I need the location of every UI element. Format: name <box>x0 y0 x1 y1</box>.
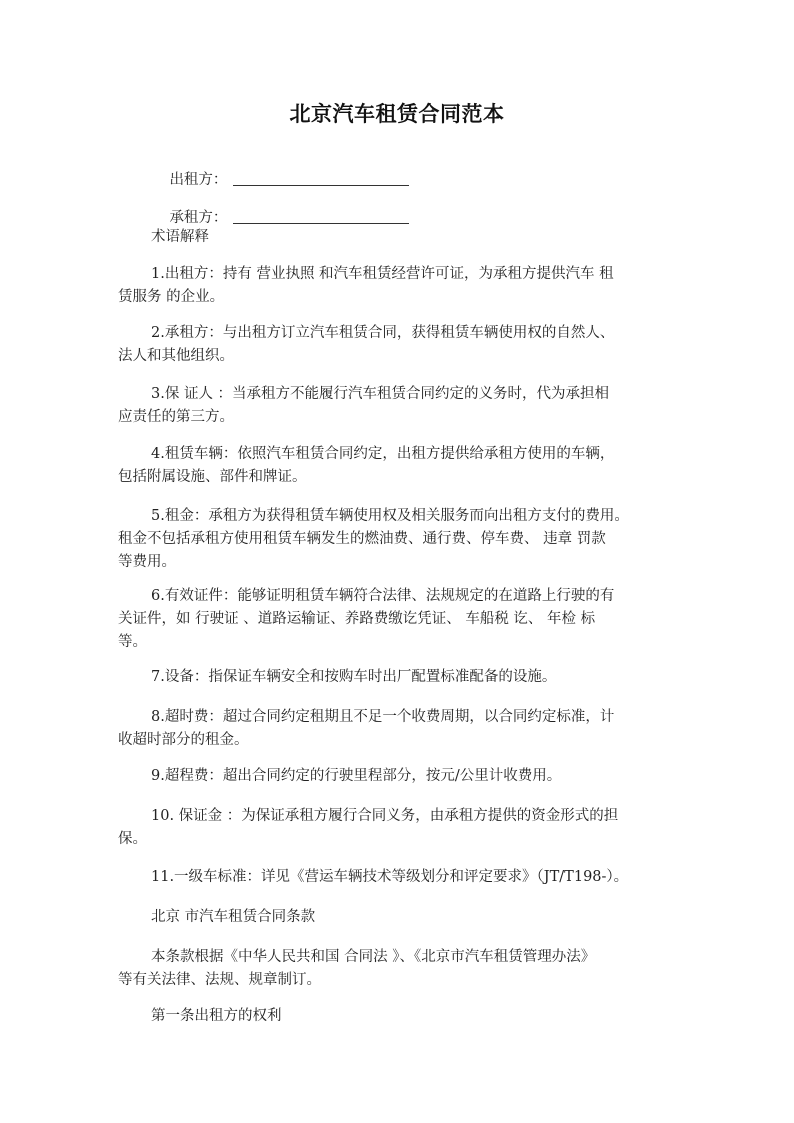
term-3-line-1: 3.保 证人 ：当承租方不能履行汽车租赁合同约定的义务时，代为承担相 <box>151 386 610 402</box>
term-paragraph-2 <box>118 322 674 368</box>
term-paragraph-9 <box>118 765 674 788</box>
term-5-line-3: 等费用。 <box>118 554 176 570</box>
term-paragraph-6 <box>118 585 674 654</box>
term-8-line-2: 收超时部分的租金。 <box>118 732 249 748</box>
term-2-line-1: 2.承租方：与出租方订立汽车租赁合同，获得租赁车辆使用权的自然人、 <box>151 325 615 341</box>
term-1-line-1: 1.出租方：持有 营业执照 和汽车租赁经营许可证，为承租方提供汽车 租 <box>151 266 614 282</box>
term-3-line-2: 应责任的第三方。 <box>118 409 234 425</box>
term-paragraph-4 <box>118 443 674 489</box>
section-heading-terms: 术语解释 <box>151 229 209 245</box>
term-11-line-1: 11.一级车标准：详见《营运车辆技术等级划分和评定要求》（JT/T198-）。 <box>151 869 629 885</box>
term-paragraph-3 <box>118 383 674 429</box>
term-paragraph-7 <box>118 666 674 689</box>
term-paragraph-11 <box>118 866 674 889</box>
lessor-label: 出租方： <box>169 172 228 188</box>
term-6-line-2: 关证件，如 行驶证 、道路运输证、养路费缴讫凭证、 车船税 讫、 年检 标 <box>118 611 596 627</box>
term-10-line-1: 10. 保证金 ：为保证承租方履行合同义务，由承租方提供的资金形式的担 <box>151 808 619 824</box>
term-5-line-2: 租金不包括承租方使用租赁车辆发生的燃油费、通行费、停车费、 违章 罚款 <box>118 531 606 547</box>
term-5-line-1: 5.租金：承租方为获得租赁车辆使用权及相关服务而向出租方支付的费用。 <box>151 508 629 524</box>
term-6-line-3: 等。 <box>118 634 147 650</box>
term-4-line-2: 包括附属设施、部件和牌证。 <box>118 469 307 485</box>
term-1-line-2: 赁服务 的企业。 <box>118 289 225 305</box>
document-title: 北京汽车租赁合同范本 <box>289 101 505 126</box>
term-6-line-1: 6.有效证件：能够证明租赁车辆符合法律、法规规定的在道路上行驶的有 <box>151 588 615 604</box>
article-1-heading: 第一条出租方的权利 <box>151 1008 282 1024</box>
term-paragraph-5 <box>118 505 674 574</box>
term-4-line-1: 4.租赁车辆：依照汽车租赁合同约定，出租方提供给承租方使用的车辆， <box>151 446 615 462</box>
term-paragraph-8 <box>118 706 674 752</box>
basis-paragraph <box>118 946 674 992</box>
lessee-blank-line[interactable] <box>233 208 409 224</box>
term-2-line-2: 法人和其他组织。 <box>118 348 234 364</box>
term-paragraph-1 <box>118 263 674 309</box>
term-9-line-1: 9.超程费：超出合同约定的行驶里程部分，按元/公里计收费用。 <box>151 768 562 784</box>
section-heading-clauses: 北京 市汽车租赁合同条款 <box>151 909 316 925</box>
basis-line-2: 等有关法律、法规、规章制订。 <box>118 972 321 988</box>
term-8-line-1: 8.超时费：超过合同约定租期且不足一个收费周期，以合同约定标准，计 <box>151 709 615 725</box>
term-paragraph-10 <box>118 805 674 851</box>
term-7-line-1: 7.设备：指保证车辆安全和按购车时出厂配置标准配备的设施。 <box>151 669 557 685</box>
lessee-label: 承租方： <box>169 210 228 226</box>
basis-line-1: 本条款根据《中华人民共和国 合同法 》、《北京市汽车租赁管理办法》 <box>151 949 596 965</box>
term-10-line-2: 保。 <box>118 831 147 847</box>
